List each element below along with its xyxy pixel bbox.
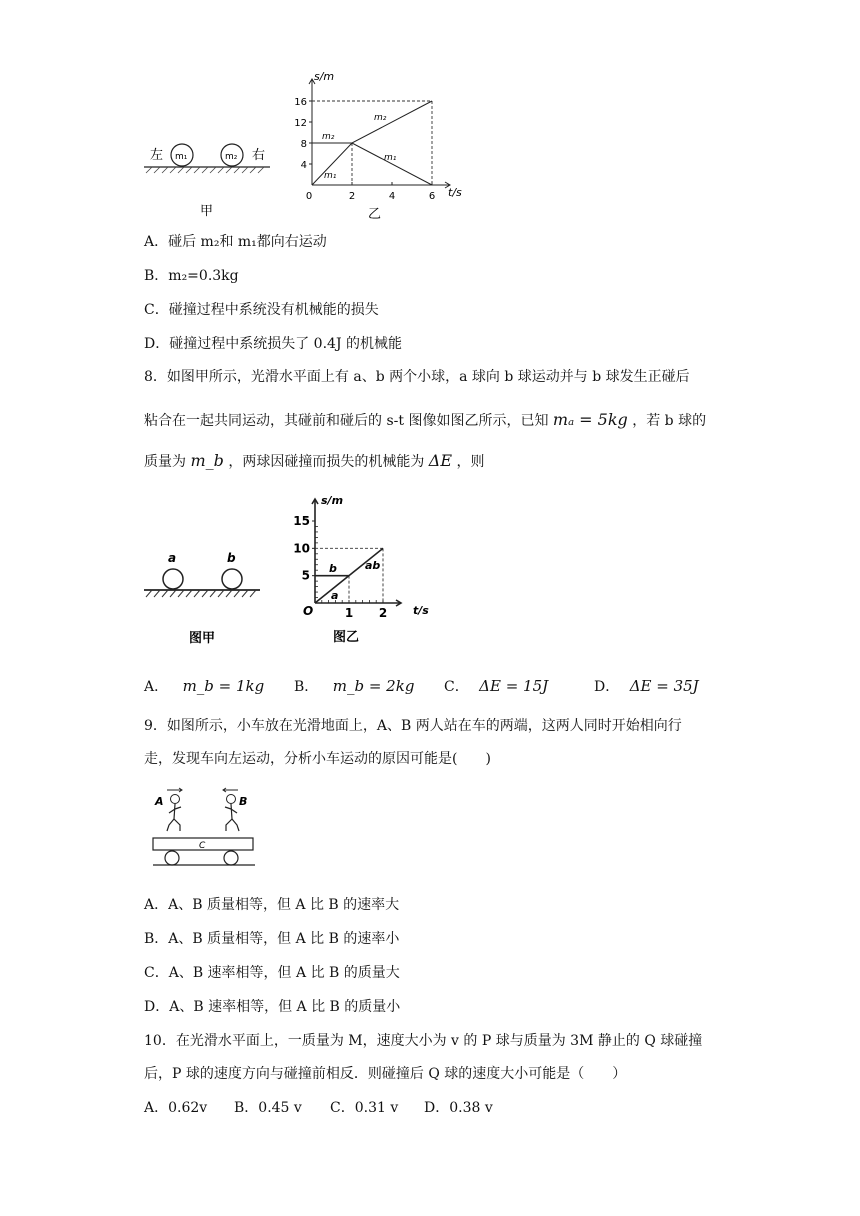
option-prefix: C． xyxy=(444,679,469,695)
q9-option-d: D．A、B 速率相等，但 A 比 B 的质量小 xyxy=(144,999,401,1015)
q8-line2 xyxy=(144,410,706,431)
chart1-label-m1-right: m₁ xyxy=(384,153,397,163)
option-prefix: A． xyxy=(144,679,169,695)
q7-st-chart xyxy=(290,68,470,228)
caption-jia: 甲 xyxy=(200,204,214,219)
q9-cart-figure xyxy=(150,785,260,870)
cart-label: C xyxy=(199,841,206,851)
q10-option-b: B．0.45 v xyxy=(234,1100,302,1116)
option-prefix: B． xyxy=(294,679,319,695)
ball-a-label: a xyxy=(168,551,177,565)
cart-wheel-left xyxy=(165,851,179,865)
chart2-label-b: b xyxy=(329,562,337,575)
caption-yi: 乙 xyxy=(368,207,382,222)
x-tick-label: 2 xyxy=(348,191,356,202)
q9-option-c: C．A、B 速率相等，但 A 比 B 的质量大 xyxy=(144,965,400,981)
chart2-xlabel: t/s xyxy=(413,604,429,617)
origin-label: 0 xyxy=(305,191,313,202)
x-tick-label: 6 xyxy=(428,191,436,202)
person-b-head xyxy=(227,795,236,804)
q8-line2-b: ，若 b 球的 xyxy=(632,413,707,429)
q10-line2: 后，P 球的速度方向与碰撞前相反．则碰撞后 Q 球的速度大小可能是（ ） xyxy=(144,1066,627,1082)
ball-m2-label: m₂ xyxy=(225,152,238,162)
q10-line1: 10．在光滑水平面上，一质量为 M，速度大小为 v 的 P 球与质量为 3M 静止的 Q 球碰撞 xyxy=(144,1033,703,1049)
q7-option-d: D．碰撞过程中系统损失了 0.4J 的机械能 xyxy=(144,336,403,352)
q9-line2: 走，发现车向左运动，分析小车运动的原因可能是( ) xyxy=(144,751,491,767)
person-b-figure xyxy=(225,804,239,831)
q8-option-b xyxy=(294,676,414,697)
x-tick-label: 4 xyxy=(388,191,396,202)
q8-option-c-formula: ΔE = 15J xyxy=(479,677,549,695)
q10-option-c: C．0.31 v xyxy=(330,1100,399,1116)
x-tick-label: 2 xyxy=(378,606,388,620)
q8-ma-formula: mₐ = 5kg xyxy=(552,410,628,429)
chart1-label-m1-bottom: m₁ xyxy=(324,171,337,181)
q8-line2-a: 粘合在一起共同运动，其碰前和碰后的 s-t 图像如图乙所示，已知 xyxy=(144,413,549,429)
y-tick-label: 8 xyxy=(300,139,307,150)
q7-figure-jia xyxy=(140,135,280,225)
ground-hatch xyxy=(146,590,256,597)
chart1-ylabel: s/m xyxy=(314,70,335,83)
option-prefix: D． xyxy=(594,679,620,695)
chart1-label-m2-top: m₂ xyxy=(374,113,387,123)
q7-option-a: A．碰后 m₂和 m₁都向右运动 xyxy=(144,234,327,250)
q9-option-b: B．A、B 质量相等，但 A 比 B 的速率小 xyxy=(144,931,400,947)
q8-figure-jia xyxy=(140,550,270,650)
q10-option-a: A．0.62v xyxy=(144,1100,208,1116)
y-tick-label: 16 xyxy=(294,97,307,108)
y-tick-label: 12 xyxy=(294,118,307,129)
q8-line3-b: ，两球因碰撞而损失的机械能为 xyxy=(228,454,425,470)
chart2-label-ab: ab xyxy=(365,559,381,572)
q8-option-d xyxy=(594,676,699,697)
q8-line3-a: 质量为 xyxy=(144,454,186,470)
caption-tuyi: 图乙 xyxy=(333,630,360,645)
q7-option-b: B．m₂=0.3kg xyxy=(144,268,239,284)
ball-a xyxy=(163,569,183,589)
q8-option-d-formula: ΔE = 35J xyxy=(629,677,699,695)
y-tick-label: 4 xyxy=(300,160,307,171)
person-a-label: A xyxy=(155,795,164,808)
ball-b xyxy=(222,569,242,589)
person-b-label: B xyxy=(239,795,248,808)
q8-mb-symbol: m_b xyxy=(190,451,224,470)
q8-option-a xyxy=(144,676,264,697)
q8-option-a-formula: m_b = 1kg xyxy=(182,677,265,695)
y-tick-label: 10 xyxy=(293,541,310,556)
q8-option-b-formula: m_b = 2kg xyxy=(332,677,415,695)
chart2-origin: O xyxy=(303,604,314,618)
chart2-ylabel: s/m xyxy=(321,494,344,507)
q9-option-a: A．A、B 质量相等，但 A 比 B 的速率大 xyxy=(144,897,400,913)
left-label: 左 xyxy=(150,148,164,163)
person-a-head xyxy=(171,795,180,804)
q9-line1: 9．如图所示，小车放在光滑地面上，A、B 两人站在车的两端，这两人同时开始相向行 xyxy=(144,718,682,734)
chart2-label-a: a xyxy=(331,589,339,602)
ball-b-label: b xyxy=(227,551,236,565)
q8-line3-c: ，则 xyxy=(456,454,485,470)
y-tick-label: 15 xyxy=(293,514,310,528)
right-label: 右 xyxy=(252,148,266,163)
q8-line1: 8．如图甲所示，光滑水平面上有 a、b 两个小球，a 球向 b 球运动并与 b 球发生正碰后 xyxy=(144,369,690,385)
caption-tujia: 图甲 xyxy=(189,631,216,646)
person-a-figure xyxy=(167,804,181,831)
q8-st-chart xyxy=(285,490,445,645)
q10-option-d: D．0.38 v xyxy=(424,1100,493,1116)
q7-option-c: C．碰撞过程中系统没有机械能的损失 xyxy=(144,302,379,318)
y-tick-label: 5 xyxy=(301,568,310,583)
cart-wheel-right xyxy=(224,851,238,865)
chart1-xlabel: t/s xyxy=(448,186,462,199)
ball-m1-label: m₁ xyxy=(175,152,188,162)
x-tick-label: 1 xyxy=(344,606,354,620)
q8-line3 xyxy=(144,451,484,472)
chart1-label-m2-left: m₂ xyxy=(322,132,335,142)
q8-dE-symbol: ΔE xyxy=(428,451,453,470)
ground-hatch xyxy=(146,167,264,173)
q8-option-c xyxy=(444,676,548,697)
